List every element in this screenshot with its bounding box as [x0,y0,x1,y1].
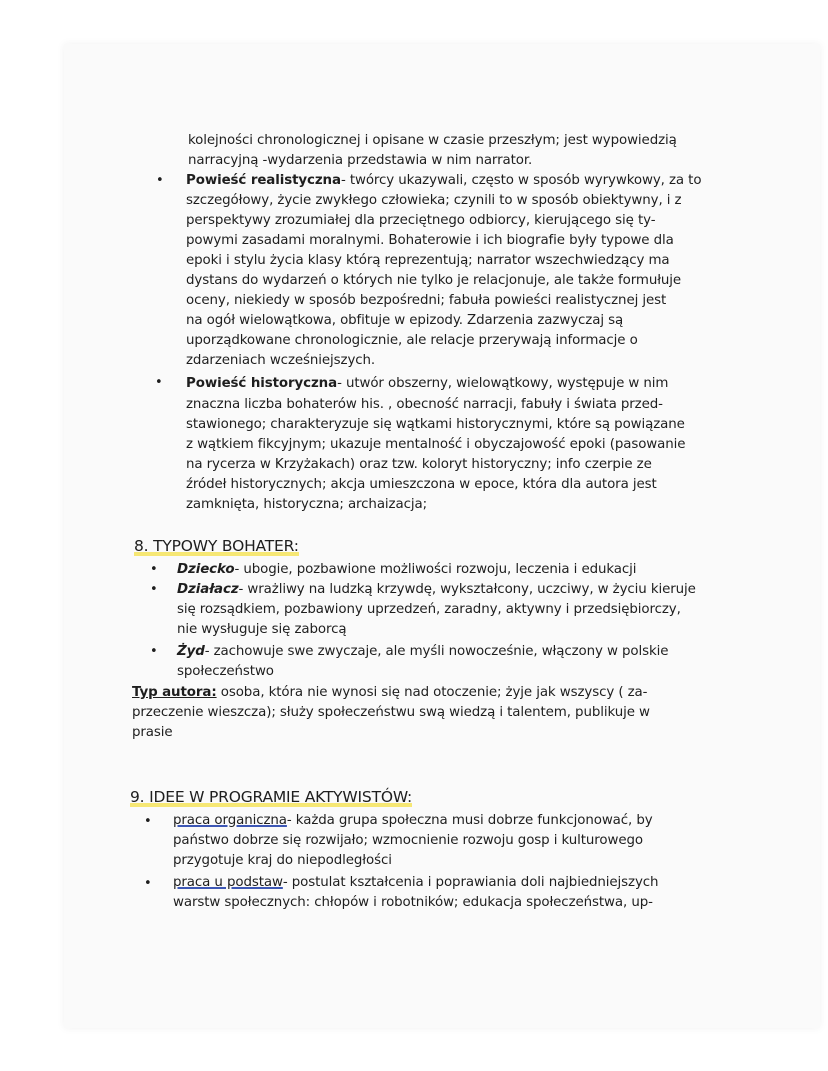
text-line: społeczeństwo [177,664,274,679]
text-line: na ogół wielowątkowa, obfituje w epizody. Zdarzenia zazwyczaj są [186,313,624,328]
text-line: znaczna liczba bohaterów his. , obecność narracji, fabuły i świata przed- [186,397,663,412]
list-item-first-line [186,374,668,394]
section-heading [130,788,412,806]
term-zyd: Żyd [177,644,205,659]
definition-text: osoba, która nie wynosi się nad otoczenie; żyje jak wszyscy ( za- [216,685,648,700]
section-heading [134,537,299,555]
list-item-first-line [177,580,696,600]
paragraph-first-line [132,683,647,703]
list-item-first-line [173,873,658,893]
list-item-first-line [177,560,636,580]
text-line: stawionego; charakteryzuje się wątkami historycznymi, które są powiązane [186,417,685,432]
text-line: przeczenie wieszcza); służy społeczeństwu swą wiedzą i talentem, publikuje w [132,705,650,720]
text-line: uporządkowane chronologicznie, ale relacje przerywają informacje o [186,333,638,348]
text-line: przygotuje kraj do niepodległości [173,853,392,868]
text-line: nie wysługuje się zaborcą [177,622,347,637]
bullet: • [144,876,152,891]
text-line: zdarzeniach wcześniejszych. [186,353,376,368]
definition-text: - każda grupa społeczna musi dobrze funkcjonować, by [286,813,653,828]
heading-typowy-bohater: 8. TYPOWY BOHATER: [134,537,299,555]
term-powiesc-realistyczna: Powieść realistyczna [186,173,341,188]
text-line: szczegółowy, życie zwykłego człowieka; czynili to w sposób obiektywny, i z [186,193,682,208]
bullet: • [150,582,158,597]
definition-text: - zachowuje swe zwyczaje, ale myśli nowocześnie, włączony w polskie [204,644,669,659]
definition-text: - wrażliwy na ludzką krzywdę, wykształcony, uczciwy, w życiu kieruje [238,582,696,597]
text-line: warstw społecznych: chłopów i robotników; edukacja społeczeństwa, up- [173,895,653,910]
definition-text: - ubogie, pozbawione możliwości rozwoju, leczenia i edukacji [234,562,637,577]
bullet: • [155,375,163,390]
term-praca-u-podstaw: praca u podstaw [173,875,283,890]
list-item-first-line [173,811,653,831]
text-line: źródeł historycznych; akcja umieszczona w epoce, która dla autora jest [186,477,657,492]
text-line: na rycerza w Krzyżakach) oraz tzw. koloryt historyczny; info czerpie ze [186,457,652,472]
term-typ-autora: Typ autora: [132,685,217,700]
text-line: epoki i stylu życia klasy którą reprezentują; narrator wszechwiedzący ma [186,253,670,268]
text-line: narracyjną -wydarzenia przedstawia w nim narrator. [188,153,533,168]
text-line: dystans do wydarzeń o których nie tylko je relacjonuje, ale także formułuje [186,273,682,288]
list-item-first-line [177,642,668,662]
text-line: zamknięta, historyczna; archaizacja; [186,497,427,512]
heading-idee-aktywistow: 9. IDEE W PROGRAMIE AKTYWISTÓW: [130,788,413,806]
term-dziecko: Dziecko [177,562,235,577]
definition-text: - utwór obszerny, wielowątkowy, występuje w nim [337,376,669,391]
list-item-first-line [186,171,701,191]
text-line: prasie [132,725,173,740]
term-praca-organiczna: praca organiczna [173,813,287,828]
text-line: powymi zasadami moralnymi. Bohaterowie i ich biografie były typowe dla [186,233,674,248]
term-dzialacz: Działacz [177,582,239,597]
term-powiesc-historyczna: Powieść historyczna [186,376,338,391]
bullet: • [156,173,164,188]
text-line: perspektywy zrozumiałej dla przeciętnego odbiorcy, kierującego się ty- [186,213,656,228]
text-line: kolejności chronologicznej i opisane w czasie przeszłym; jest wypowiedzią [188,133,677,148]
text-line: państwo dobrze się rozwijało; wzmocnienie rozwoju gosp i kulturowego [173,833,643,848]
bullet: • [150,562,158,577]
bullet: • [144,814,152,829]
definition-text: - postulat kształcenia i poprawiania doli najbiedniejszych [282,875,659,890]
bullet: • [150,644,158,659]
text-line: z wątkiem fikcyjnym; ukazuje mentalność i obyczajowość epoki (pasowanie [186,437,686,452]
text-line: się rozsądkiem, pozbawiony uprzedzeń, zaradny, aktywny i przedsiębiorczy, [177,602,681,617]
text-line: oceny, niekiedy w sposób bezpośredni; fabuła powieści realistycznej jest [186,293,667,308]
definition-text: - twórcy ukazywali, często w sposób wyrywkowy, za to [340,173,702,188]
